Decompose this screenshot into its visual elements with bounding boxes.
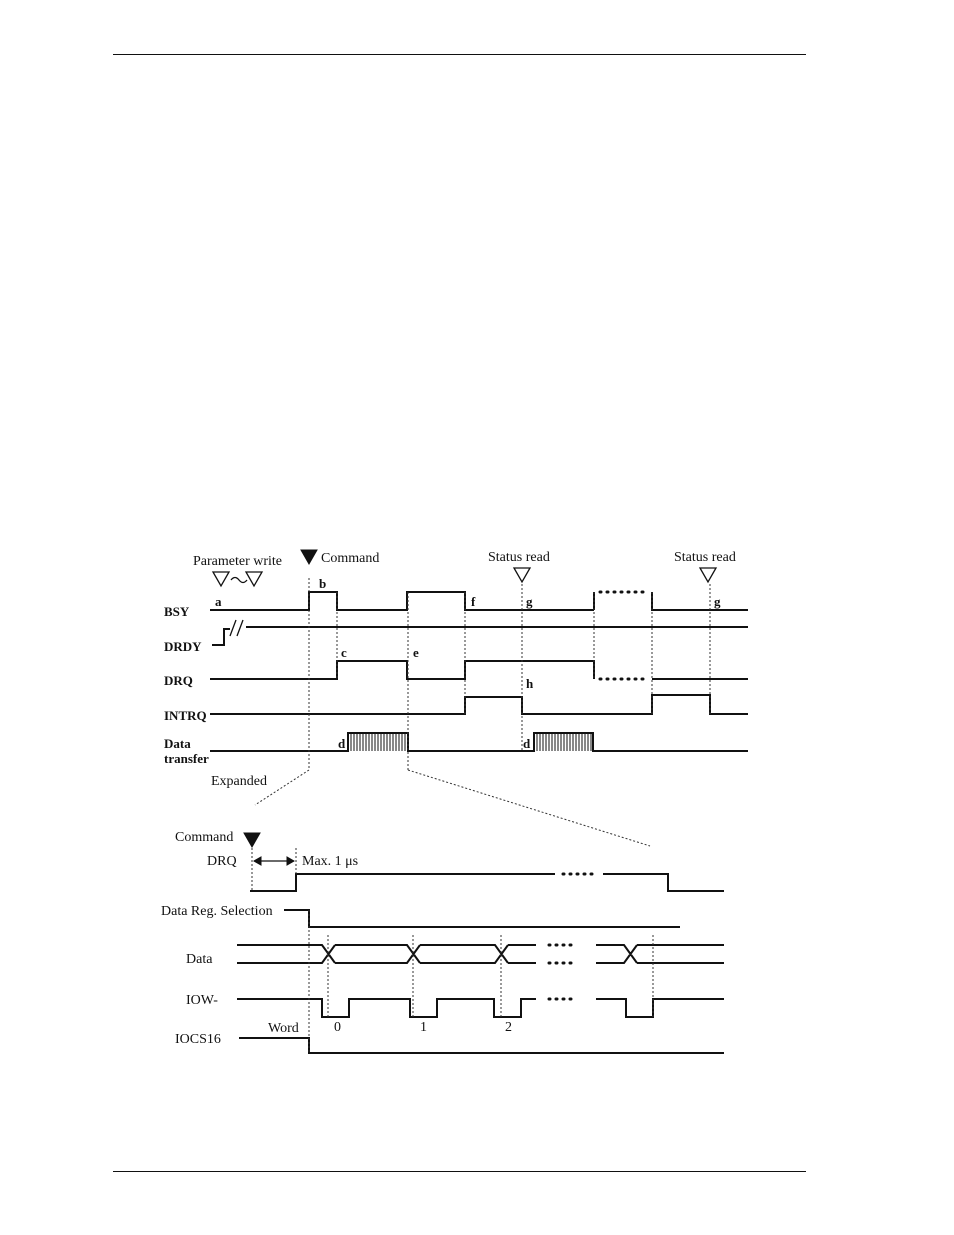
- lower-command-label: Command: [175, 830, 234, 845]
- iocs16-waveform: [239, 1038, 724, 1053]
- upper-timing-diagram: [164, 550, 748, 846]
- mark-h: h: [526, 676, 534, 691]
- mark-e: e: [413, 645, 419, 660]
- mark-f: f: [471, 594, 476, 609]
- tilde-icon: [231, 578, 247, 583]
- drdy-waveform: [212, 627, 748, 645]
- lower-timing-diagram: [161, 830, 724, 1053]
- parameter-write-start-icon: [213, 572, 229, 586]
- status-read-2-icon: [700, 568, 716, 582]
- word-label: Word: [268, 1021, 299, 1036]
- arrow-right-icon: [287, 857, 294, 865]
- data-transfer-burst-2: [537, 733, 591, 751]
- lower-drq-waveform: [250, 874, 555, 891]
- mark-b: b: [319, 576, 327, 591]
- iocs16-label: IOCS16: [175, 1032, 221, 1047]
- count-2: 2: [505, 1020, 512, 1035]
- intrq-label: INTRQ: [164, 708, 207, 723]
- data-bus-dots: [549, 945, 573, 963]
- bsy-waveform: [210, 592, 594, 610]
- lower-command-marker-icon: [244, 833, 260, 847]
- status-read-1-icon: [514, 568, 530, 582]
- data-transfer-label-line1: Data: [164, 736, 191, 751]
- mark-d1: d: [338, 736, 346, 751]
- data-bus-waveform: [237, 945, 724, 963]
- count-1: 1: [420, 1020, 427, 1035]
- data-transfer-waveform: [210, 733, 748, 751]
- intrq-waveform: [210, 695, 748, 714]
- expand-line-right: [408, 770, 650, 846]
- max-time-label: Max. 1 μs: [302, 854, 359, 869]
- mark-c: c: [341, 645, 347, 660]
- iow-waveform: [237, 999, 724, 1017]
- status-read-label-2: Status read: [674, 550, 736, 565]
- arrow-left-icon: [254, 857, 261, 865]
- data-transfer-burst-1: [351, 733, 405, 751]
- lower-drq-waveform-tail: [603, 874, 724, 891]
- bsy-waveform-tail: [594, 592, 748, 610]
- lower-drq-label: DRQ: [207, 854, 237, 869]
- command-marker-icon: [301, 550, 317, 564]
- drdy-label: DRDY: [164, 639, 202, 654]
- data-transfer-label-line2: transfer: [164, 751, 209, 766]
- command-label: Command: [321, 551, 380, 566]
- bsy-label: BSY: [164, 604, 190, 619]
- drq-waveform: [210, 661, 594, 679]
- lower-data-label: Data: [186, 952, 213, 967]
- count-0: 0: [334, 1020, 341, 1035]
- drq-label: DRQ: [164, 673, 193, 688]
- parameter-write-end-icon: [246, 572, 262, 586]
- expanded-label: Expanded: [211, 774, 267, 789]
- parameter-write-label: Parameter write: [193, 554, 283, 569]
- data-reg-selection-waveform: [284, 910, 680, 927]
- mark-g2: g: [714, 594, 721, 609]
- iow-label: IOW-: [186, 993, 218, 1008]
- mark-g1: g: [526, 594, 533, 609]
- mark-a: a: [215, 594, 222, 609]
- mark-d2: d: [523, 736, 531, 751]
- drdy-break-icon: [230, 620, 243, 636]
- data-reg-selection-label: Data Reg. Selection: [161, 904, 273, 919]
- status-read-label-1: Status read: [488, 550, 550, 565]
